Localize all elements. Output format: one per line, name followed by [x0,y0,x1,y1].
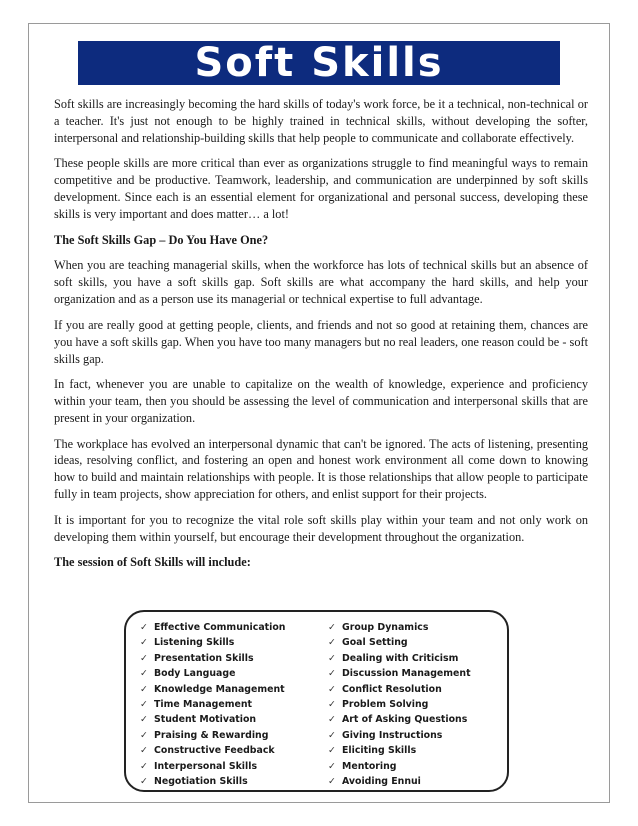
skill-item [140,682,285,697]
check-icon: ✓ [140,745,148,757]
check-icon: ✓ [328,775,336,787]
check-icon: ✓ [328,668,336,680]
skill-item [328,712,471,727]
skill-label: Avoiding Ennui [342,775,421,787]
skill-label: Discussion Management [342,668,471,680]
skill-item [328,651,471,666]
skill-label: Conflict Resolution [342,683,442,695]
skill-label: Effective Communication [154,622,286,633]
skill-label: Giving Instructions [342,729,443,741]
document-body [54,96,588,580]
check-icon: ✓ [328,714,336,726]
check-icon: ✓ [140,683,148,695]
section-heading-session: The session of Soft Skills will include: [54,555,251,570]
paragraph-people-skills: These people skills are more critical than ever as organizations struggle to find meaningful ways to remain competitive and be productive. Teamwork, leadership, and communication are underpinned by soft skills development. Since each is an essential element for organizational and personal success, developing these skills is very important and does matter… a lot! [54,156,588,222]
skill-item [140,774,285,789]
skill-item [140,635,285,650]
check-icon: ✓ [328,760,336,772]
skill-item [328,743,471,758]
paragraph-retaining: If you are really good at getting people, clients, and friends and not so good at retaining them, chances are you have a soft skills gap. When you have too many managers but no real leaders, one reason could be - soft skills gap. [54,317,588,366]
skill-label: Time Management [154,698,253,710]
check-icon: ✓ [140,775,148,787]
skill-label: Presentation Skills [154,652,254,664]
check-icon: ✓ [328,729,336,741]
skill-label: Negotiation Skills [154,775,248,787]
check-icon: ✓ [328,683,336,695]
skill-item [140,759,285,774]
skills-list-box [124,610,509,792]
skill-label: Body Language [154,668,236,680]
check-icon: ✓ [140,652,148,664]
skill-label: Listening Skills [154,637,235,649]
skill-item [328,620,471,635]
check-icon: ✓ [140,760,148,772]
skill-label: Goal Setting [342,637,408,649]
skill-item [140,728,285,743]
skill-label: Praising & Rewarding [154,729,269,741]
check-icon: ✓ [328,637,336,649]
check-icon: ✓ [140,668,148,680]
skill-item [328,759,471,774]
skill-item [328,666,471,681]
skill-item [328,635,471,650]
skill-label: Interpersonal Skills [154,760,258,772]
paragraph-intro: Soft skills are increasingly becoming the hard skills of today's work force, be it a technical, non-technical or a teacher. It's just not enough to be highly trained in technical skills, without developing the softer, interpersonal and relationship-building skills that help people to communicate and collaborate effectively. [54,97,588,145]
paragraph-recognize: It is important for you to recognize the vital role soft skills play within your team and not only work on developing them within yourself, but encourage their development throughout the organization. [54,512,588,544]
paragraph-managerial: When you are teaching managerial skills, when the workforce has lots of technical skills but an absence of soft skills, you have a soft skills gap. Soft skills are what accompany the hard skills, and help your organization and as a person use its managerial or technical expertise to full advantage. [54,258,588,307]
check-icon: ✓ [140,698,148,710]
skill-item [328,774,471,789]
skill-label: Problem Solving [342,698,429,710]
skills-column-right [328,620,471,789]
skill-item [328,697,471,712]
paragraph-capitalize: In fact, whenever you are unable to capitalize on the wealth of knowledge, experience and proficiency within your team, then you should be assessing the level of communication and interpersonal skills that are present in your organization. [54,377,588,425]
check-icon: ✓ [140,729,148,741]
check-icon: ✓ [328,652,336,664]
skill-item [140,697,285,712]
skill-label: Dealing with Criticism [342,652,459,664]
skill-label: Mentoring [342,760,397,772]
skill-label: Student Motivation [154,714,257,726]
check-icon: ✓ [140,714,148,726]
skill-item [328,682,471,697]
check-icon: ✓ [328,745,336,757]
skill-label: Knowledge Management [154,683,285,695]
banner-title: Soft Skills [194,40,444,86]
skill-item [140,666,285,681]
section-heading-gap: The Soft Skills Gap – Do You Have One? [54,232,269,247]
check-icon: ✓ [328,698,336,710]
skills-column-left [140,620,285,789]
skill-item [140,651,285,666]
skill-item [140,712,285,727]
skill-label: Eliciting Skills [342,745,417,757]
check-icon: ✓ [328,622,336,633]
check-icon: ✓ [140,637,148,649]
check-icon: ✓ [140,622,148,633]
title-banner [78,41,560,85]
skill-label: Constructive Feedback [154,745,275,757]
skill-label: Art of Asking Questions [342,714,468,726]
skill-item [140,743,285,758]
skill-label: Group Dynamics [342,622,429,633]
skill-item [328,728,471,743]
paragraph-workplace: The workplace has evolved an interpersonal dynamic that can't be ignored. The acts of listening, presenting ideas, resolving conflict, and fostering an open and honest work environment all come down to knowing how to build and maintain relationships with people. It is those relationships that allow people to participate fully in team projects, show appreciation for others, and enlist support for their projects. [54,436,588,502]
skill-item [140,620,285,635]
